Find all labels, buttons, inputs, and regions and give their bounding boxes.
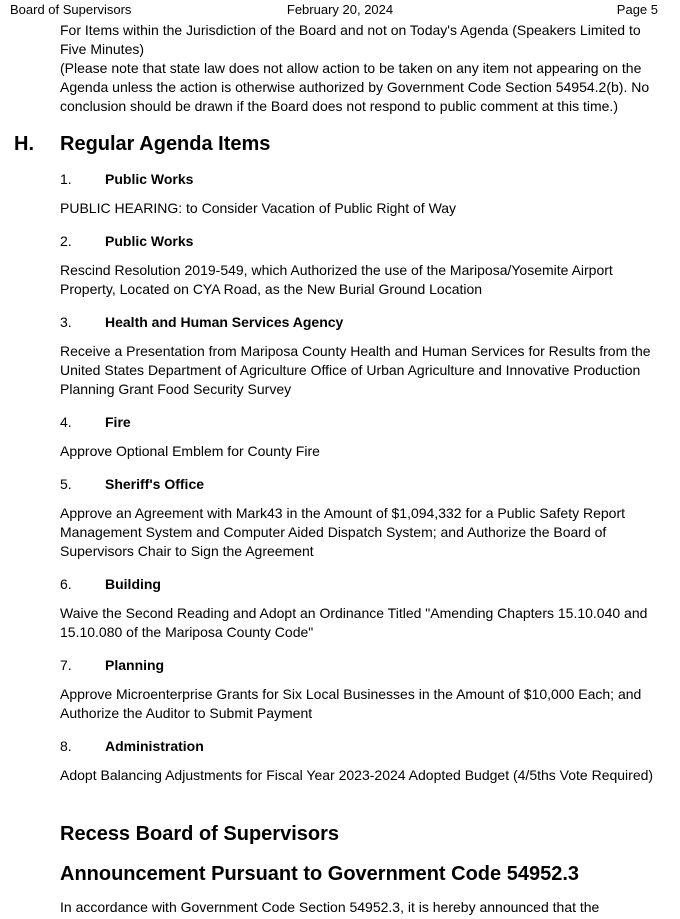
item-number: 1.: [60, 171, 72, 187]
public-comment-intro: [60, 21, 665, 116]
agenda-item: [60, 170, 665, 218]
item-description: Adopt Balancing Adjustments for Fiscal Year 2023-2024 Adopted Budget (4/5ths Vote Required): [60, 767, 654, 783]
item-description: Approve an Agreement with Mark43 in the Amount of $1,094,332 for a Public Safety Report Management System and Computer Aided Dispatch System; and Authorize the Board of Supervisors Chair to Sign the Agreement: [60, 505, 626, 559]
section-title: Regular Agenda Items: [60, 133, 271, 155]
agenda-item: [60, 575, 665, 642]
item-department: Fire: [105, 414, 131, 430]
header-date: February 20, 2024: [286, 2, 394, 17]
item-department: Sheriff's Office: [105, 476, 205, 492]
item-department: Health and Human Services Agency: [105, 314, 344, 330]
item-description: Rescind Resolution 2019-549, which Authorized the use of the Mariposa/Yosemite Airport Property, Located on CYA Road, as the New Burial Ground Location: [60, 262, 613, 297]
item-description: Receive a Presentation from Mariposa County Health and Human Services for Results from the United States Department of Agriculture Office of Urban Agriculture and Innovative Production Planning Grant Food Security Survey: [60, 343, 651, 397]
item-department: Administration: [105, 738, 204, 754]
item-number: 6.: [60, 576, 72, 592]
agenda-items-list: [60, 170, 665, 799]
item-department: Planning: [105, 657, 165, 673]
item-number: 5.: [60, 476, 72, 492]
item-number: 2.: [60, 233, 72, 249]
public-comment-notice: (Please note that state law does not allow action to be taken on any item not appearing on the Agenda unless the action is otherwise authorized by Government Code Section 54954.2(b). No conclusion should be drawn if the Board does not respond to public comment at this time.): [60, 60, 650, 114]
item-department: Public Works: [105, 171, 194, 187]
agenda-item: [60, 656, 665, 723]
section-letter: H.: [14, 133, 34, 155]
announcement-heading: Announcement Pursuant to Government Code 54952.3: [60, 863, 579, 885]
recess-heading: Recess Board of Supervisors: [60, 823, 339, 845]
announcement-text: In accordance with Government Code Section 54952.3, it is hereby announced that the: [60, 899, 600, 915]
agenda-item: [60, 413, 665, 461]
header-page-number: Page 5: [616, 2, 658, 17]
item-description: Approve Microenterprise Grants for Six Local Businesses in the Amount of $10,000 Each; and Authorize the Auditor to Submit Payment: [60, 686, 642, 721]
header-board-name: Board of Supervisors: [10, 2, 132, 17]
item-number: 7.: [60, 657, 72, 673]
agenda-item: [60, 475, 665, 561]
agenda-item: [60, 232, 665, 299]
agenda-item: [60, 737, 665, 785]
item-description: PUBLIC HEARING: to Consider Vacation of Public Right of Way: [60, 200, 457, 216]
public-comment-scope: For Items within the Jurisdiction of the Board and not on Today's Agenda (Speakers Limited to Five Minutes): [60, 22, 641, 57]
item-department: Public Works: [105, 233, 194, 249]
agenda-item: [60, 313, 665, 399]
item-number: 4.: [60, 414, 72, 430]
item-number: 8.: [60, 738, 72, 754]
item-number: 3.: [60, 314, 72, 330]
item-department: Building: [105, 576, 161, 592]
item-description: Approve Optional Emblem for County Fire: [60, 443, 320, 459]
item-description: Waive the Second Reading and Adopt an Ordinance Titled "Amending Chapters 15.10.040 and 15.10.080 of the Mariposa County Code": [60, 605, 648, 640]
